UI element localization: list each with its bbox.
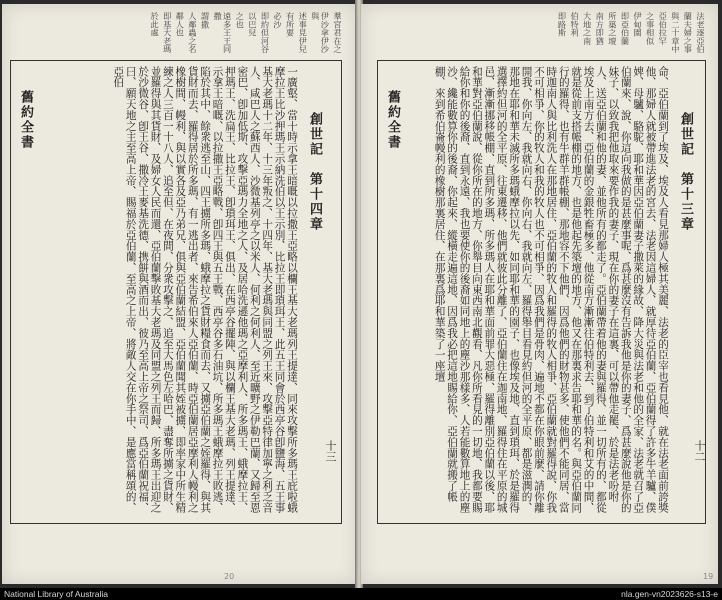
note: 鄰人也 [175,12,186,37]
note: 即亞伯蘭 [620,12,631,45]
note: 於此處 [150,12,161,37]
left-page [2,4,357,584]
right-page-notes [379,12,705,58]
page-number: 十三 [324,440,337,462]
catalog-footer [0,588,722,600]
body-text [415,66,669,516]
chapter-label: 創世記 第十四章 [307,112,322,232]
note: 述事見伊兒 [298,12,309,53]
note: 即約但河谷 [260,12,271,53]
note: 以巴兒 [247,12,258,37]
chapter-label: 創世記 第十三章 [678,112,693,232]
right-page [361,4,718,584]
note: 有所要 [285,12,296,37]
book-title: 舊約全書 [385,90,400,150]
note: 之也 [235,12,246,29]
note: 所築之壇 [607,12,618,45]
note: 謂撒 [200,12,211,29]
note: 之事相似 [645,12,656,45]
body-paragraph: 一廣壑、當十時示拿王暗嘅以拉撒王亞略以欄王基大老瑪列王提達、同來攻擊所多瑪王庇啦蛾摩拉王比沙押瑪王示納洗伯以王示別、比拉王即瑣珥王、此五王同會於西亭谷卽鹽海、五王事基大老瑪十二年、十三年叛之、十四年、基大老瑪與同盟之列王來、攻擊亞特律加寧之利乏音人、咸巴人之蘇西人、沙微基列亭之以米人、何利之何利人、至近曠野之伊勒巴蘭、又歸至恩密巴、卽加低斯、攻擊亞瑪力全地之人、及居哈洗遜他瑪之亞摩利人、所多瑪王、蛾摩拉王、押瑪王、洗扁王、比拉王、卽瑣珥王、俱出、在西亭谷擺陣、與以欄王基大老瑪、列王提達、示拿王暗嘅、以拉撒王亞略戰、卽四王與五王戰、西亭谷多石油坑、所多瑪王蛾摩拉王敗逃、陷於其中、餘衆逃至山、四王擄所多瑪、蛾摩拉之貨財糧食而去、又擄亞伯蘭之姪羅得、與其貨財而去、羅得居於所多瑪、有一逃出者、來告希伯來人亞伯蘭、時亞伯蘭居亞摩利人幔利之橡樹間、幔利、與以實各及亞乃弟兄、俱與亞伯蘭結盟、亞伯蘭聞其姪被擄、即率家中所生精練之人三百一十八人、追至但、在夜間、分衆攻擊之、追至大馬色左哈巴、盡奪所擄之貨財、並羅得與其貨財、及婦女人民而還、亞伯蘭擊敗基大老瑪及同盟之列王而歸、所多瑪王出迎之於沙微谷、卽王谷、撒冷王麥基洗德、携餅與酒而出、彼乃至高上帝之祭司、爲亞伯蘭祝福、曰、願天地之主至高上帝、賜福於亞伯蘭、至高之上帝、將敵人交在你手中、是應當稱頌的、亞伯 [112,66,298,513]
note: 與二十章中 [670,12,681,53]
note: 伊甸園 [633,12,644,37]
note: 亞伯拉罕 [658,12,669,45]
page-number: 十二 [693,440,706,462]
left-page-notes [12,12,342,58]
body-paragraph: 命、亞伯蘭到了埃及、埃及人看見那婦人極其美麗、法老的臣宰也看見他、就在法老面前誇獎他、那婦人就被帶進法老的宮去、法老因這婦人、就厚待亞伯蘭、亞伯蘭得了許多牛羊驢、僕婢、母驢、駱駝、耶和華因亞伯蘭妻子撒萊的緣故、降大災與法老和他的全家、法老就召了亞伯蘭來、說、你這向我做的是甚麼事呢、爲甚麼沒有告訴我他是你的妻子、爲甚麼說他是你的妹子、以致我把他取來要作我的妻子、現在你的妻子在這裏、可以帶他走罷、於是法老吩咐人、送亞伯蘭和他的妻、並他所有的都走了。亞伯蘭帶着他的妻與羅得、並一切所有的、都從埃及上南方去、亞伯蘭的金銀牲畜極多、他從南方漸漸往伯特利去、到了伯特利和艾的中間、就是從前支搭帳棚的地方、也是他起先築壇的地方、他又在那裏求告耶和華的名。與亞伯蘭同行的羅得、也有牛群羊群帳棚、那地容不下他們、因爲他們的財物甚多、使他們不能同居、當時迦南人與比利洗人在那地居住、亞伯蘭的牧人和羅得的牧人相爭、亞伯蘭就對羅得說、你我不可相爭、你的牧人和我的牧人也不可相爭、因爲我們是骨肉、遍地不都在你眼前麼、請你離開我、你向左、我就向右、你向右、我就向左、羅得舉目看見約但河的全平原、都是滋潤的、那地在耶和華未滅所多瑪蛾摩拉以先、如同耶和華的園子、也像埃及地、直到瑣珥、於是羅得選擇約但河的全平原、往東遷移、他們就彼此分離了、亞伯蘭住在迦南地、羅得住在平原的城邑、漸漸挪移帳棚、直到所多瑪、所多瑪人在耶和華面前罪大惡極、羅得離別亞伯蘭以後、耶和華對亞伯蘭說、從你所在的地方、你舉目向東西南北觀看、凡你所看見的一切地、我都要賜給你和你的後裔、直到永遠、我也要使你的後裔如同地上的塵沙那樣多、人若能數算地上的塵沙、纔能數算你的後裔、你起來、縱橫走遍這地、因爲我必把這地賜給你、亞伯蘭就搬了帳棚、來到希伯崙幔利的橡樹那裏居住、在那裏爲耶和華築了一座壇 [433,66,669,513]
note: 遠多王王同撒 [213,12,233,53]
note: 人鄰蟲之名 [187,12,198,53]
item-identifier: nla.gen-vn2023626-s13-e [621,589,718,599]
note: 必沙 [273,12,284,29]
body-text [46,66,298,516]
note: 伯特利 [570,12,581,37]
book-title: 舊約全書 [18,90,33,150]
note: 法老逐亞伯 [696,12,706,53]
note: 伊沙拿伊沙與 [310,12,331,53]
pencil-mark: 19 [703,572,714,581]
pencil-mark: 20 [224,572,235,581]
note: 即路斯 [557,12,568,37]
note: 羣宮君在之 [333,12,343,53]
note: 大地之南 [582,12,593,45]
note: 即基大老瑪 [162,12,173,53]
note: 蘭夫婦之事 [683,12,694,53]
library-credit: National Library of Australia [4,589,108,599]
note: 南方即猶 [595,12,606,45]
